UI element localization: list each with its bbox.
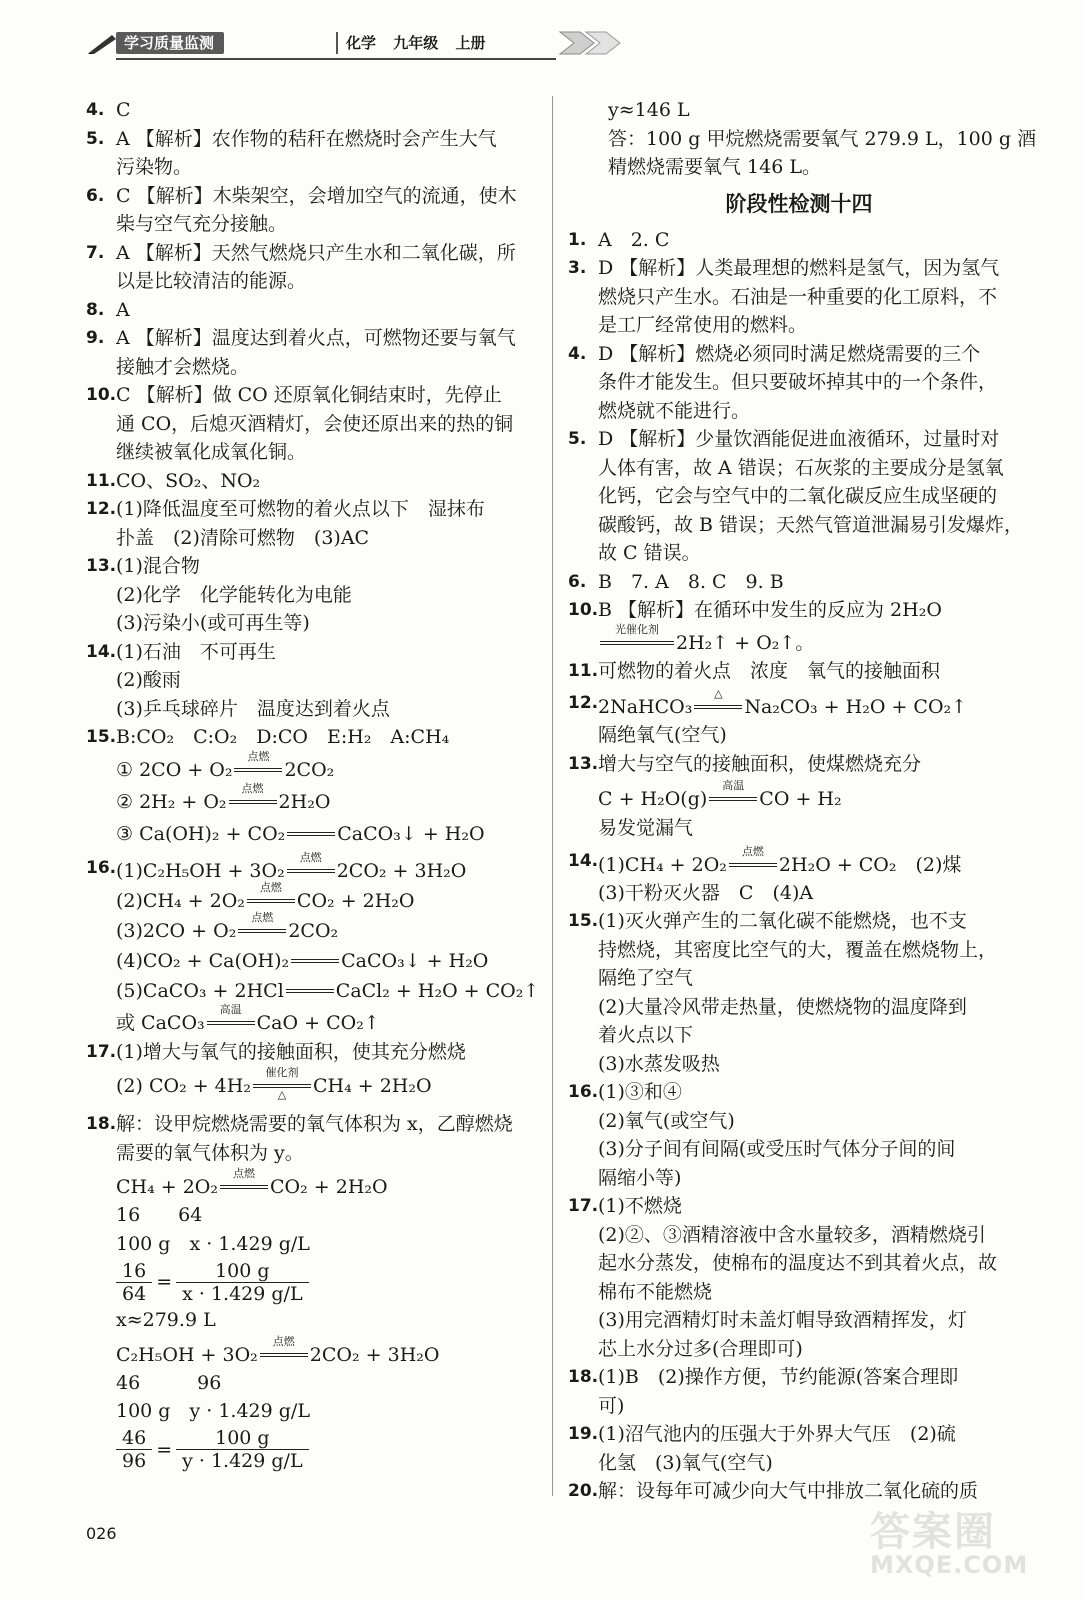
result: y≈146 L: [608, 99, 690, 121]
equation: 光催化剂 2H₂↑ + O₂↑。: [598, 625, 1030, 657]
answer-1: 1. A 2. C: [568, 226, 1030, 255]
answer-4: 4. C: [86, 96, 538, 125]
result: x≈279.9 L: [116, 1309, 216, 1331]
answer-line: 着火点以下: [598, 1024, 694, 1046]
given-values: 100 g y · 1.429 g/L: [116, 1400, 310, 1422]
answer-line: B 7. A 8. C 9. B: [598, 570, 784, 593]
answer-3: 3. D 【解析】人类最理想的燃料是氢气，因为氢气 燃烧只产生水。石油是一种重要的化工原料，不 是工厂经常使用的燃料。: [568, 254, 1030, 340]
header-rule: [116, 58, 556, 60]
answer-9: 9. A 【解析】温度达到着火点，可燃物还要与氧气 接触才会燃烧。: [86, 324, 538, 381]
answer-line: A: [116, 298, 130, 321]
proportion: $\frac{46}{96}$ = $\frac{100 g}{y \cdot 1.429 g/L}$: [86, 1426, 538, 1474]
answer-line: (1)B (2)操作方便，节约能源(答案合理即: [598, 1366, 959, 1388]
watermark: 答案圈 MXQE.COM: [870, 1509, 1029, 1579]
answer-line: 化钙，它会与空气中的二氧化碳反应生成坚硬的: [598, 485, 998, 507]
answer-line: 起水分蒸发，使棉布的温度达不到其着火点，故: [598, 1252, 998, 1274]
given-values: 100 g x · 1.429 g/L: [116, 1232, 310, 1255]
answer-line: 接触才会燃烧。: [116, 355, 250, 378]
answer-line: (2)酸雨: [116, 669, 181, 691]
answer-line: A 2. C: [598, 228, 670, 251]
answer-line: 柴与空气充分接触。: [116, 213, 288, 235]
answer-line: (1)沼气池内的压强大于外界大气压 (2)硫: [598, 1423, 956, 1445]
answer-12: 12. 2NaHCO₃ △ Na₂CO₃ + H₂O + CO₂↑ 隔绝氧气(空气): [568, 689, 1030, 750]
equation: (2) CO₂ + 4H₂ 催化剂 △ CH₄ + 2H₂O: [116, 1066, 432, 1101]
answer-15: 15. (1)灭火弹产生的二氧化碳不能燃烧，也不支 持燃烧，其密度比空气的大，覆盖在燃烧物上， 隔绝了空气 (2)大量冷风带走热量，使燃烧物的温度降到 着火点以下 (3)水蒸发吸热: [568, 907, 1030, 1078]
answer-text: 精燃烧需要氧气 146 L。: [608, 156, 821, 178]
equation: (2)CH₄ + 2O₂ 点燃 CO₂ + 2H₂O: [116, 880, 415, 912]
answer-line: 需要的氧气体积为 y。: [116, 1141, 304, 1164]
answer-line: (2)②、③酒精溶液中含水量较多，酒精燃烧引: [598, 1223, 986, 1246]
answer-line: 可): [598, 1394, 625, 1417]
answer-7: 7. A 【解析】天然气燃烧只产生水和二氧化碳，所 以是比较清洁的能源。: [86, 239, 538, 296]
answer-line: 故 C 错误。: [598, 542, 701, 564]
answer-line: 是工厂经常使用的燃料。: [598, 314, 808, 336]
equation: (1)C₂H₅OH + 3O₂ 点燃 2CO₂ + 3H₂O: [116, 850, 467, 882]
answer-6: 6. B 7. A 8. C 9. B: [568, 568, 1030, 597]
equation: C₂H₅OH + 3O₂ 点燃 2CO₂ + 3H₂O: [116, 1334, 440, 1366]
answer-5: 5. A 【解析】农作物的秸秆在燃烧时会产生大气 污染物。: [86, 125, 538, 182]
answer-line: C 【解析】做 CO 还原氧化铜结束时，先停止: [116, 384, 502, 406]
answer-13: 13. (1)混合物 (2)化学 化学能转化为电能 (3)污染小(或可再生等): [86, 552, 538, 638]
header-info: 化学 九年级 上册: [346, 34, 486, 52]
answer-line: 可燃物的着火点 浓度 氧气的接触面积: [598, 659, 941, 682]
answer-15: 15. B:CO₂ C:O₂ D:CO E:H₂ A:CH₄ ① 2CO + O₂ 点燃 2CO₂ ② 2H₂ + O₂ 点燃 2H₂O ③ Ca(OH)₂ + CO₂ CaCO₃↓ + H₂O: [86, 723, 538, 848]
equation: (5)CaCO₃ + 2HCl CaCl₂ + H₂O + CO₂↑: [116, 979, 540, 1002]
answer-line: (2)大量冷风带走热量，使燃烧物的温度降到: [598, 995, 967, 1018]
answer-line: 棉布不能燃烧: [598, 1280, 713, 1303]
answer-line: (1)③和④: [598, 1081, 682, 1103]
answer-line: 碳酸钙，故 B 错误；天然气管道泄漏易引发爆炸，: [598, 513, 1024, 536]
answer-4: 4. D 【解析】燃烧必须同时满足燃烧需要的三个 条件才能发生。但只要破坏掉其中的一个条件， 燃烧就不能进行。: [568, 340, 1030, 426]
answer-line: (3)乒乓球碎片 温度达到着火点: [116, 697, 390, 720]
answer-line: (1)石油 不可再生: [116, 640, 276, 663]
answer-line: 通 CO，后熄灭酒精灯，会使还原出来的热的铜: [116, 412, 514, 435]
answer-14: 14. (1)石油 不可再生 (2)酸雨 (3)乒乓球碎片 温度达到着火点: [86, 638, 538, 724]
answer-line: 芯上水分过多(合理即可): [598, 1337, 803, 1360]
equation: ③ Ca(OH)₂ + CO₂ CaCO₃↓ + H₂O: [116, 822, 485, 845]
answer-line: 燃烧就不能进行。: [598, 399, 751, 422]
answer-line: 隔绝了空气: [598, 967, 694, 989]
answer-line: 解：设每年可减少向大气中排放二氧化硫的质: [598, 1480, 979, 1502]
answer-11: 11. 可燃物的着火点 浓度 氧气的接触面积: [568, 657, 1030, 686]
equation: ② 2H₂ + O₂ 点燃 2H₂O: [116, 781, 331, 813]
answer-16: 16. (1)C₂H₅OH + 3O₂ 点燃 2CO₂ + 3H₂O (2)CH₄ + 2O₂ 点燃 CO₂ + 2H₂O (3)2CO + O₂ 点燃 2CO₂ (4)CO₂ + Ca(OH)₂ CaCO₃↓ + H₂O (5)CaCO₃ + 2HCl CaCl₂ + H₂O + CO₂↑ 或 CaCO₃ 高温 CaO + CO₂↑: [86, 854, 538, 1038]
equation: 或 CaCO₃ 高温 CaO + CO₂↑: [116, 1002, 380, 1034]
series-title: 学习质量监测: [116, 32, 224, 54]
equation: ① 2CO + O₂ 点燃 2CO₂: [116, 749, 335, 781]
equation: (3)2CO + O₂ 点燃 2CO₂: [116, 910, 339, 942]
page-number: 026: [86, 1524, 117, 1543]
answer-18: 18. (1)B (2)操作方便，节约能源(答案合理即 可): [568, 1363, 1030, 1420]
answer-12: 12. (1)降低温度至可燃物的着火点以下 湿抹布 扑盖 (2)清除可燃物 (3)AC: [86, 495, 538, 552]
answer-line: (3)水蒸发吸热: [598, 1052, 720, 1075]
answer-18: 18. 解：设甲烷燃烧需要的氧气体积为 x，乙醇燃烧 需要的氧气体积为 y。: [86, 1110, 538, 1167]
page-header: [88, 24, 548, 64]
answer-line: (1)降低温度至可燃物的着火点以下 湿抹布: [116, 498, 485, 520]
answer-line: C 【解析】木柴架空，会增加空气的流通，使木: [116, 184, 517, 207]
answer-19: 19. (1)沼气池内的压强大于外界大气压 (2)硫 化氢 (3)氧气(空气): [568, 1420, 1030, 1477]
answer-line: (3)用完酒精灯时未盖灯帽导致酒精挥发，灯: [598, 1309, 967, 1331]
equation: CH₄ + 2O₂ 点燃 CO₂ + 2H₂O: [116, 1167, 388, 1198]
column-divider: [552, 96, 553, 1496]
answer-line: 以是比较清洁的能源。: [116, 270, 307, 292]
answer-14: 14. (1)CH₄ + 2O₂ 点燃 2H₂O + CO₂ (2)煤 (3)干粉灭火器 C (4)A: [568, 847, 1030, 908]
answer-11: 11. CO、SO₂、NO₂: [86, 467, 538, 496]
header-separator: [336, 32, 338, 54]
answer-line: 人体有害，故 A 错误；石灰浆的主要成分是氢氧: [598, 456, 1004, 479]
answer-line: 隔缩小等): [598, 1166, 682, 1189]
answer-line: 扑盖 (2)清除可燃物 (3)AC: [116, 526, 370, 549]
answer-line: D 【解析】燃烧必须同时满足燃烧需要的三个: [598, 342, 981, 365]
answer-8: 8. A: [86, 296, 538, 325]
answer-line: 持燃烧，其密度比空气的大，覆盖在燃烧物上，: [598, 938, 998, 961]
equation: (4)CO₂ + Ca(OH)₂ CaCO₃↓ + H₂O: [116, 949, 489, 972]
answer-16: 16. (1)③和④ (2)氧气(或空气) (3)分子间有间隔(或受压时气体分子间的间 隔缩小等): [568, 1078, 1030, 1192]
equation: (1)CH₄ + 2O₂ 点燃 2H₂O + CO₂ (2)煤: [598, 844, 962, 876]
pen-icon: [88, 32, 118, 54]
answer-line: 条件才能发生。但只要破坏掉其中的一个条件，: [598, 371, 998, 393]
answer-20: 20. 解：设每年可减少向大气中排放二氧化硫的质: [568, 1477, 1030, 1506]
answer-line: A 【解析】温度达到着火点，可燃物还要与氧气: [116, 327, 516, 349]
answer-line: CO、SO₂、NO₂: [116, 469, 261, 492]
answer-line: D 【解析】人类最理想的燃料是氢气，因为氢气: [598, 257, 1000, 279]
answer-line: A 【解析】农作物的秸秆在燃烧时会产生大气: [116, 127, 497, 150]
equation: C + H₂O(g) 高温 CO + H₂: [598, 779, 842, 810]
answer-line: D 【解析】少量饮酒能促进血液循环，过量时对: [598, 428, 1000, 450]
answer-line: (3)分子间有间隔(或受压时气体分子间的间: [598, 1138, 956, 1160]
proportion: $\frac{16}{64}$ = $\frac{100 g}{x \cdot 1.429 g/L}$: [86, 1258, 538, 1306]
answer-13: 13. 增大与空气的接触面积，使煤燃烧充分 C + H₂O(g) 高温 CO + H₂ 易发觉漏气: [568, 750, 1030, 843]
answer-5: 5. D 【解析】少量饮酒能促进血液循环，过量时对 人体有害，故 A 错误；石灰浆的主要成分是氢氧 化钙，它会与空气中的二氧化碳反应生成坚硬的 碳酸钙，故 B 错误；天然气管道泄漏易引发爆炸， 故 C 错误。: [568, 425, 1030, 568]
answer-line: (2)氧气(或空气): [598, 1109, 735, 1132]
answer-line: (2)化学 化学能转化为电能: [116, 583, 352, 606]
answer-line: (3)污染小(或可再生等): [116, 612, 310, 634]
answer-10: 10. B 【解析】在循环中发生的反应为 2H₂O 光催化剂 2H₂↑ + O₂↑。: [568, 596, 1030, 657]
left-column: [86, 96, 538, 1474]
answer-line: (1)灭火弹产生的二氧化碳不能燃烧，也不支: [598, 910, 967, 932]
answer-line: (1)不燃烧: [598, 1195, 682, 1217]
answer-line: 继续被氧化成氧化铜。: [116, 441, 307, 463]
answer-line: A 【解析】天然气燃烧只产生水和二氧化碳，所: [116, 241, 516, 264]
answer-6: 6. C 【解析】木柴架空，会增加空气的流通，使木 柴与空气充分接触。: [86, 182, 538, 239]
answer-line: 化氢 (3)氧气(空气): [598, 1451, 773, 1474]
answer-text: 答：100 g 甲烷燃烧需要氧气 279.9 L，100 g 酒: [608, 127, 1037, 150]
answer-line: 解：设甲烷燃烧需要的氧气体积为 x，乙醇燃烧: [116, 1113, 513, 1135]
mass-ratio: 16 64: [116, 1204, 203, 1226]
answer-10: 10. C 【解析】做 CO 还原氧化铜结束时，先停止 通 CO，后熄灭酒精灯，会使还原出来的热的铜 继续被氧化成氧化铜。: [86, 381, 538, 467]
mass-ratio: 46 96: [116, 1371, 222, 1394]
answer-line: 燃烧只产生水。石油是一种重要的化工原料，不: [598, 285, 998, 308]
answer-line: C: [116, 99, 131, 121]
right-column: [568, 96, 1037, 1506]
answer-17: 17. (1)不燃烧 (2)②、③酒精溶液中含水量较多，酒精燃烧引 起水分蒸发，使棉布的温度达不到其着火点，故 棉布不能燃烧 (3)用完酒精灯时未盖灯帽导致酒精挥发，灯 芯上水分过多(合理即可): [568, 1192, 1030, 1363]
answer-line: (1)混合物: [116, 555, 200, 577]
double-chevron-icon: [558, 28, 628, 58]
equation: 2NaHCO₃ △ Na₂CO₃ + H₂O + CO₂↑: [598, 687, 968, 718]
section-title: 阶段性检测十四: [725, 191, 873, 216]
answer-17: 17. (1)增大与氧气的接触面积，使其充分燃烧 (2) CO₂ + 4H₂ 催化剂 △ CH₄ + 2H₂O: [86, 1038, 538, 1111]
answer-line: 污染物。: [116, 156, 193, 178]
